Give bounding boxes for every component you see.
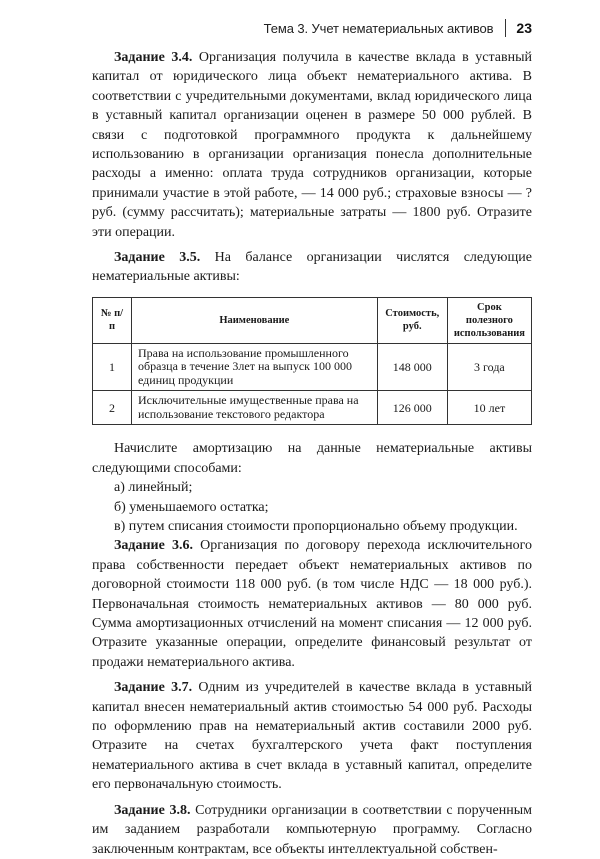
intangible-assets-table [92, 297, 532, 426]
page-content [92, 48, 532, 859]
list-item: а) линейный; [114, 480, 193, 496]
cell-cost: 148 000 [377, 343, 447, 391]
task-3-8 [92, 801, 532, 859]
cell-number: 2 [93, 391, 132, 425]
col-header-cost: Стоимость, руб. [377, 297, 447, 343]
task-3-7-label: Задание 3.7. [114, 680, 193, 696]
table-row [93, 391, 532, 425]
cell-cost: 126 000 [377, 391, 447, 425]
col-header-useful-life: Срок полезного использования [447, 297, 531, 343]
cell-useful-life: 10 лет [447, 391, 531, 425]
col-header-number: № п/п [93, 297, 132, 343]
header-divider [505, 19, 506, 37]
task-3-8-label: Задание 3.8. [114, 802, 191, 818]
task-3-4-text: Организация получила в качестве вклада в уставный капитал от юридического лица объект нематериального актива. В соответствии с учредительными документами, вклад юридического лица в уставный капитал организации оценен в размере 50 000 рублей. В связи с подготовкой программного продукта к дальнейшему использованию в организации организация понесла дополнительные расходы а именно: оплата труда сотрудников организации, которые принимали участие в этой работе, — 14 000 руб.; страховые взносы — ? руб. (сумму рассчитать); материальные затраты — 1800 руб. Отразите эти операции. [92, 50, 532, 240]
chapter-title: Тема 3. Учет нематериальных активов [263, 20, 494, 36]
amortization-methods-list [92, 478, 532, 536]
page-number: 23 [516, 20, 532, 36]
table-header-row [93, 297, 532, 343]
task-3-6 [92, 536, 532, 672]
cell-name: Исключительные имущественные права на использование текстового редактора [132, 391, 378, 425]
task-3-4-label: Задание 3.4. [114, 50, 193, 65]
task-3-6-label: Задание 3.6. [114, 538, 193, 554]
cell-useful-life: 3 года [447, 343, 531, 391]
cell-name: Права на использование промышленного образца в течение 3лет на выпуск 100 000 единиц продукции [132, 343, 378, 391]
col-header-name: Наименование [132, 297, 378, 343]
task-3-5-instruction: Начислите амортизацию на данные нематериальные активы следующими способами: [92, 441, 532, 476]
task-3-7-text: Одним из учредителей в качестве вклада в уставный капитал внесен нематериальный актив стоимостью 54 000 руб. Расходы по оформлению прав на нематериальный актив составили 2000 руб. Отразите на счетах бухгалтерского учета факт поступления нематериального актива в счет вклада в уставный капитал, определите его первоначальную стоимость. [92, 680, 532, 793]
task-3-5-text: На балансе организации числятся следующие нематериальные активы: [92, 250, 532, 285]
task-3-8-text: Сотрудники организации в соответствии с порученным им заданием разработали компьютерную программу. Согласно заключенным контрактам, все объекты интеллектуальной собствен- [92, 802, 532, 857]
task-3-5 [92, 248, 532, 287]
list-item: в) путем списания стоимости пропорционально объему продукции. [114, 519, 518, 534]
table-row [93, 343, 532, 391]
cell-number: 1 [93, 343, 132, 391]
task-3-7 [92, 678, 532, 794]
running-header [92, 15, 532, 41]
task-3-6-text: Организация по договору перехода исключительного права собственности передает объект нематериальных активов по договорной стоимости 118 000 руб. (в том числе НДС — 18 000 руб.). Первоначальная стоимость нематериальных активов — 80 000 руб. Сумма амортизационных отчислений на момент списания — 12 000 руб. Отразите указанные операции, определите финансовый результат от продажи нематериального актива. [92, 538, 532, 670]
list-item: б) уменьшаемого остатка; [114, 499, 269, 515]
task-3-4 [92, 48, 532, 242]
task-3-5-label: Задание 3.5. [114, 250, 201, 266]
